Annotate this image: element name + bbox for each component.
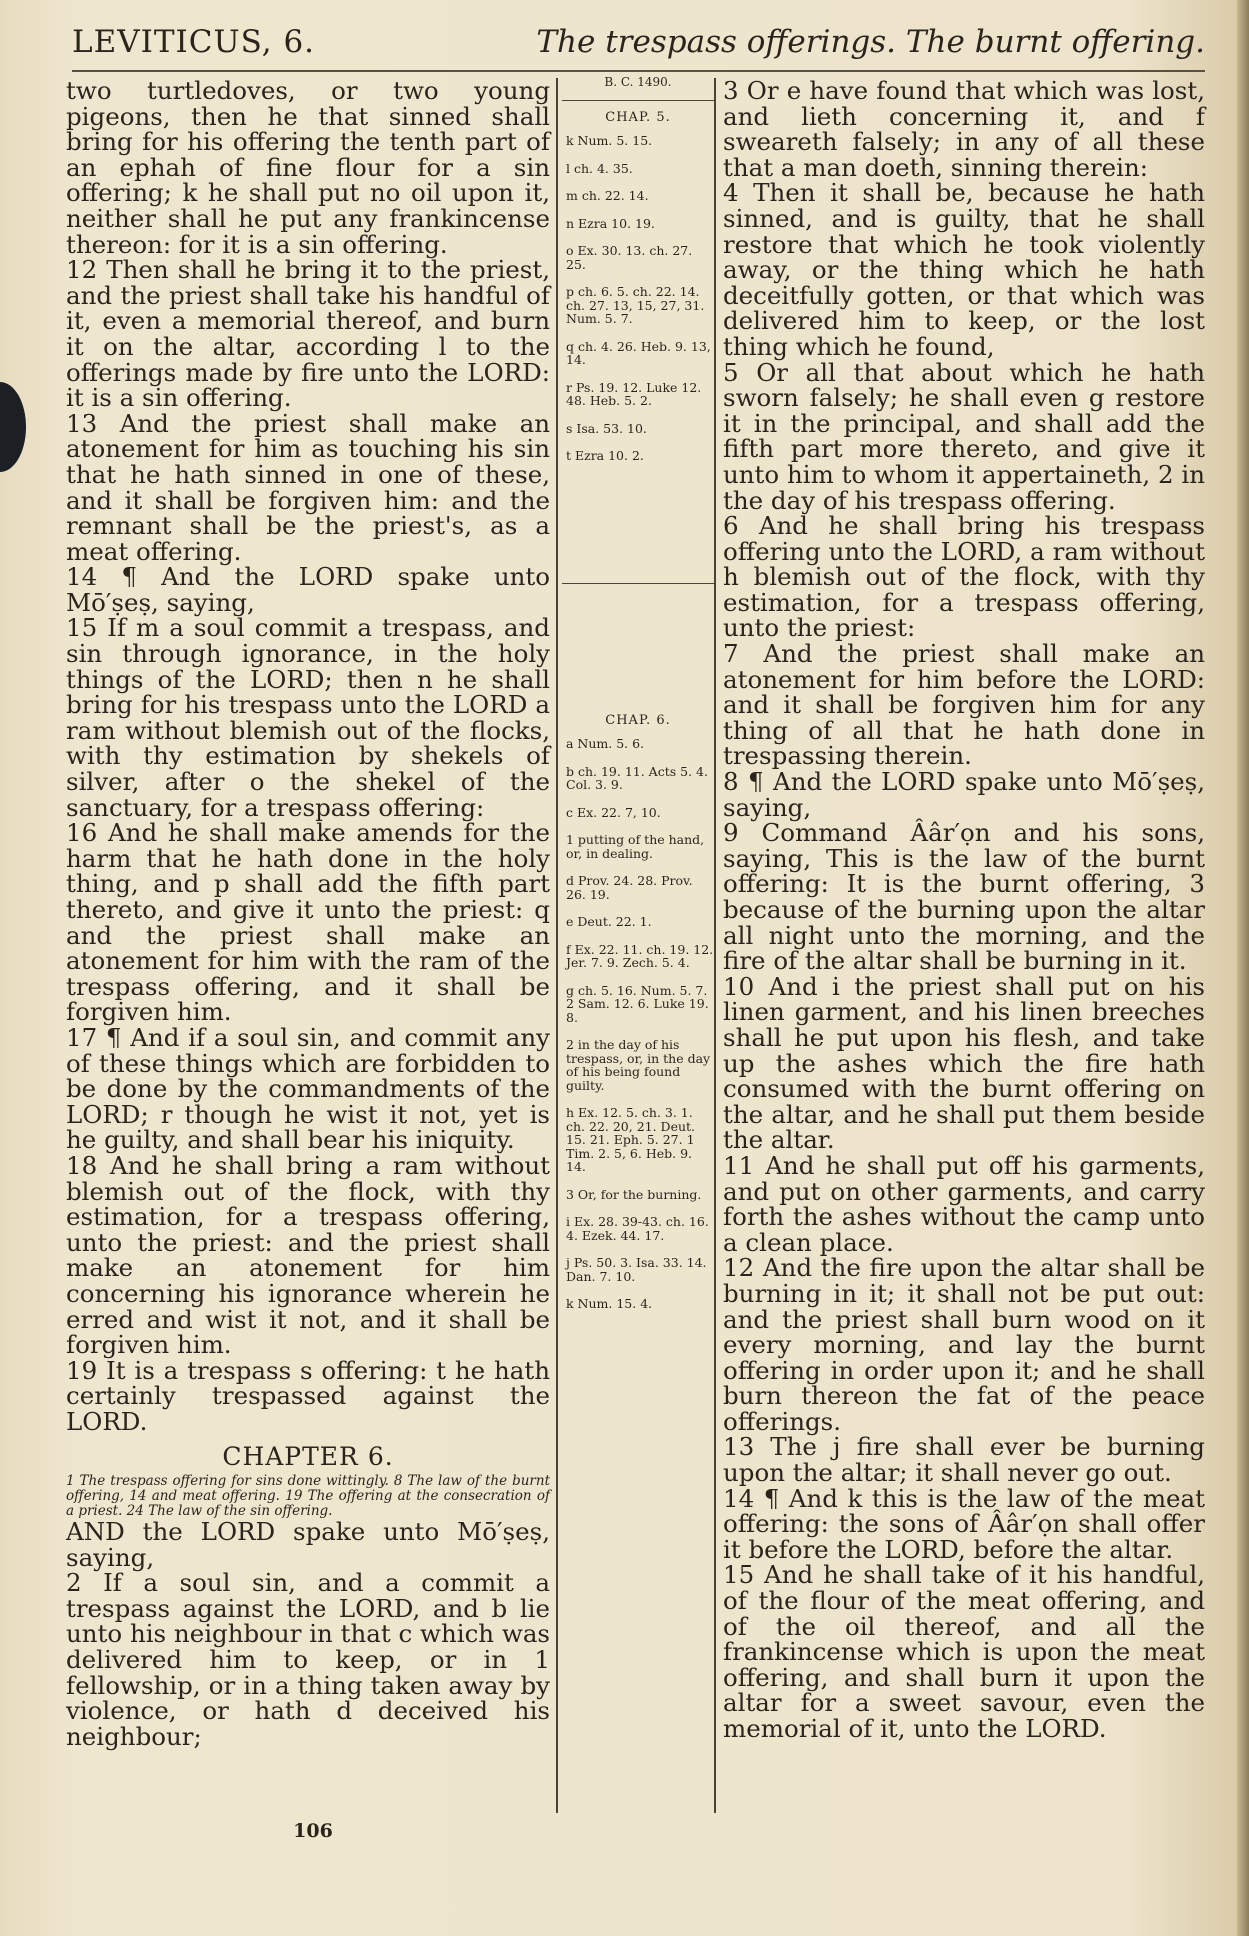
verse-paragraph: 6 And he shall bring his trespass offering unto the LORD, a ram without h blemish out of the flock, with thy estimation, for a trespass offering, unto the priest: [723,511,1205,643]
cross-reference: n Ezra 10. 19. [566,215,655,231]
verse-paragraph: AND the LORD spake unto Mō′ṣeṣ, saying, [66,1517,550,1572]
cross-reference: s Isa. 53. 10. [566,420,647,436]
verse-paragraph: 12 Then shall he bring it to the priest, and the priest shall take his handful of it, even a memorial thereof, and burn it on the altar, according l to the offerings made by fire unto the LORD: it is a sin offering. [66,255,550,413]
margin-chapter-label: CHAP. 6. [605,712,671,728]
cross-reference: 1 putting of the hand, or, in dealing. [566,832,705,861]
verse-paragraph: 12 And the fire upon the altar shall be burning in it; it shall not be put out: and the priest shall burn wood on it every morning, and lay the burnt offering in order upon it; and he shall burn thereon the fat of the peace offerings. [723,1253,1205,1436]
cross-reference: 3 Or, for the burning. [566,1186,702,1202]
cross-reference: l ch. 4. 35. [566,160,633,176]
verse-paragraph: 14 ¶ And the LORD spake unto Mō′ṣeṣ, saying, [66,562,550,617]
left-text-column [66,78,550,1749]
page-edge [1237,0,1249,1936]
verse-paragraph: 5 Or all that about which he hath sworn falsely; he shall even g restore it in the principal, and shall add the fifth part more thereto, and give it unto him to whom it appertaineth, 2 in the day of his trespass offering. [723,357,1205,515]
cross-reference: q ch. 4. 26. Heb. 9. 13, 14. [566,338,711,367]
chapter-title: CHAPTER 6. [222,1442,394,1472]
cross-reference: c Ex. 22. 7, 10. [566,804,661,820]
verse-paragraph: 7 And the priest shall make an atonement for him before the LORD: and it shall be forgiven him for any thing of all that he hath done in trespassing therein. [723,639,1205,771]
verse-paragraph: 16 And he shall make amends for the harm that he hath done in the holy thing, and p shall add the fifth part thereto, and give it unto the priest: q and the priest shall make an atonement for him with the ram of the trespass offering, and it shall be forgiven him. [66,818,550,1027]
thumb-shadow [0,382,26,472]
column-divider-right [714,78,716,1813]
cross-reference: o Ex. 30. 13. ch. 27. 25. [566,243,693,272]
verse-paragraph: 2 If a soul sin, and a commit a trespass against the LORD, and b lie unto his neighbour in that c which was delivered him to keep, or in 1 fellowship, or in a thing taken away by violence, or hath d deceived his neighbour; [66,1568,551,1751]
margin-chapter-label: CHAP. 5. [605,109,671,125]
cross-reference: g ch. 5. 16. Num. 5. 7. 2 Sam. 12. 6. Luke 19. 8. [566,982,709,1025]
cross-reference: r Ps. 19. 12. Luke 12. 48. Heb. 5. 2. [566,379,702,408]
verse-paragraph: 13 The j fire shall ever be burning upon the altar; it shall never go out. [723,1432,1205,1488]
verse-paragraph: two turtledoves, or two young pigeons, then he that sinned shall bring for his offering the tenth part of an ephah of fine flour for a sin offering; k he shall put no oil upon it, neither shall he put any frankincense thereon: for it is a sin offering. [66,76,550,259]
page-number: 106 [293,1820,333,1842]
cross-reference: t Ezra 10. 2. [566,448,644,463]
running-header [72,22,1205,72]
verse-paragraph: 10 And i the priest shall put on his linen garment, and his linen breeches shall he put upon his flesh, and take up the ashes which the fire hath consumed with the burnt offering on the altar, and he shall put them beside the altar. [723,971,1205,1155]
cross-reference: p ch. 6. 5. ch. 22. 14. ch. 27. 13, 15, 27, 31. Num. 5. 7. [566,284,705,326]
verse-paragraph: 11 And he shall put off his garments, and put on other garments, and carry forth the ashes without the camp unto a clean place. [723,1150,1205,1257]
section-heading: The trespass offerings. The burnt offering. [536,24,1205,60]
right-text-column [723,78,1205,1742]
cross-reference: b ch. 19. 11. Acts 5. 4. Col. 3. 9. [566,763,708,792]
center-reference-column [562,76,714,1325]
verse-paragraph: 9 Command Ââr′ọn and his sons, saying, This is the law of the burnt offering: It is the burnt offering, 3 because of the burning upon the altar all night unto the morning, and the fire of the altar shall be burning in it. [723,818,1205,976]
verse-paragraph: 15 And he shall take of it his handful, of the flour of the meat offering, and of the oil thereof, and all the frankincense which is upon the meat offering, and shall burn it upon the altar for a sweet savour, even the memorial of it, unto the LORD. [723,1560,1205,1743]
verse-paragraph: 8 ¶ And the LORD spake unto Mō′ṣeṣ, saying, [723,767,1205,822]
cross-reference: j Ps. 50. 3. Isa. 33. 14. Dan. 7. 10. [566,1255,707,1284]
verse-paragraph: 3 Or e have found that which was lost, and lieth concerning it, and f sweareth falsely; in any of all these that a man doeth, sinning therein: [723,76,1205,182]
verse-paragraph: 4 Then it shall be, because he hath sinned, and is guilty, that he shall restore that which he took violently away, or the thing which he hath deceitfully gotten, or that which was delivered him to keep, or the lost thing which he found, [723,178,1205,361]
cross-reference: k Num. 15. 4. [566,1296,653,1311]
cross-reference: f Ex. 22. 11. ch. 19. 12. Jer. 7. 9. Zech. 5. 4. [566,941,714,970]
chapter-summary: 1 The trespass offering for sins done wittingly. 8 The law of the burnt offering, 14 and meat offering. 19 The offering at the consecration of a priest. 24 The law of the sin offering. [66,1473,550,1520]
cross-reference: a Num. 5. 6. [566,736,645,751]
verse-paragraph: 15 If m a soul commit a trespass, and sin through ignorance, in the holy things of the LORD; then n he shall bring for his trespass unto the LORD a ram without blemish out of the flocks, with thy estimation by shekels of silver, after o the shekel of the sanctuary, for a trespass offering: [66,613,550,822]
verse-paragraph: 17 ¶ And if a soul sin, and commit any of these things which are forbidden to be done by the commandments of the LORD; r though he wist it not, yet is he guilty, and shall bear his iniquity. [66,1022,550,1155]
cross-reference: d Prov. 24. 28. Prov. 26. 19. [566,873,693,902]
cross-reference: m ch. 22. 14. [566,188,649,203]
verse-paragraph: 13 And the priest shall make an atonement for him as touching his sin that he hath sinned in one of these, and it shall be forgiven him: and the remnant shall be the priest's, as a meat offering. [66,408,550,566]
verse-paragraph: 14 ¶ And k this is the law of the meat offering: the sons of Ââr′ọn shall offer it before the LORD, before the altar. [723,1483,1205,1564]
margin-date: B. C. 1490. [604,75,672,89]
cross-reference: k Num. 5. 15. [566,133,653,148]
book-chapter-heading: LEVITICUS, 6. [72,24,316,60]
cross-reference: e Deut. 22. 1. [566,914,652,929]
cross-reference: 2 in the day of his trespass, or, in the day of his being found guilty. [566,1037,711,1093]
column-divider-left [556,78,558,1813]
verse-paragraph: 18 And he shall bring a ram without blemish out of the flock, with thy estimation, for a trespass offering, unto the priest: and the priest shall make an atonement for him concerning his ignorance wherein he erred and wist it not, and it shall be forgiven him. [66,1150,550,1360]
cross-reference: i Ex. 28. 39-43. ch. 16. 4. Ezek. 44. 17. [566,1214,709,1243]
verse-paragraph: 19 It is a trespass s offering: t he hath certainly trespassed against the LORD. [66,1355,550,1436]
cross-reference: h Ex. 12. 5. ch. 3. 1. ch. 22. 20, 21. Deut. 15. 21. Eph. 5. 27. 1 Tim. 2. 5, 6. Heb. 9. 14. [566,1105,696,1174]
